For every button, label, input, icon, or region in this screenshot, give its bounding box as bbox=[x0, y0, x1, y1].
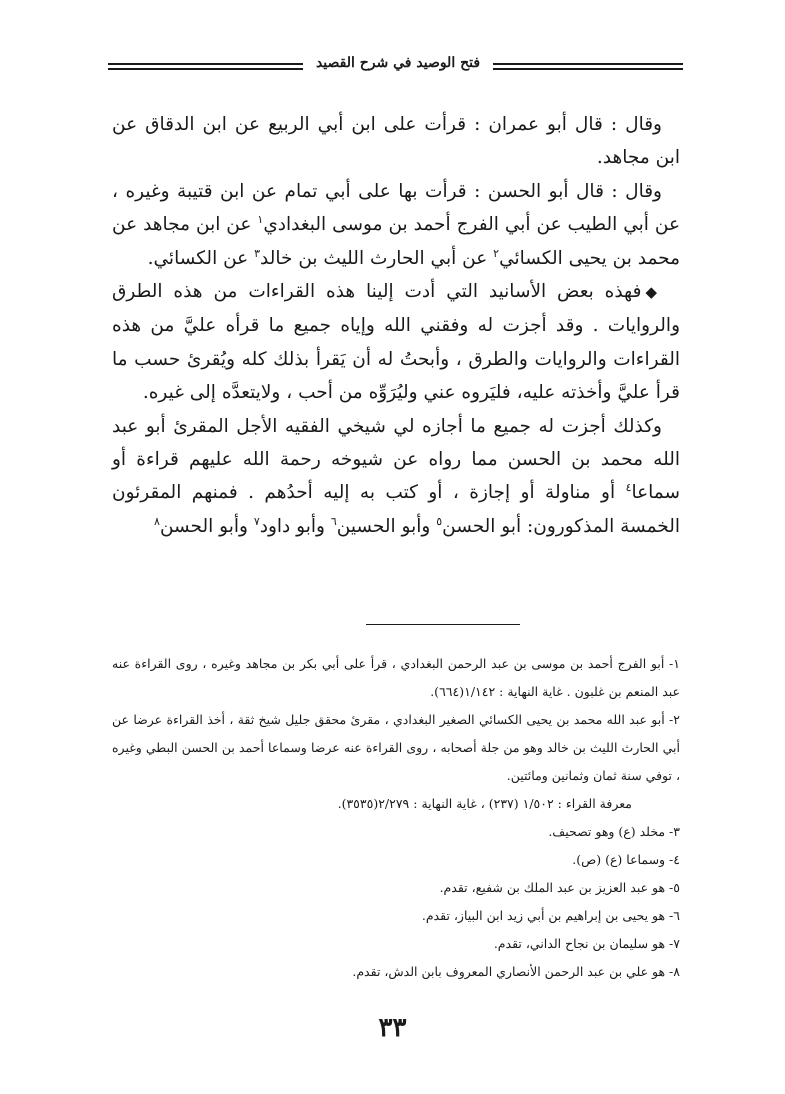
footnote-marker-5: ٥ bbox=[436, 514, 443, 528]
footnote-6: ٦- هو يحيى بن إبراهيم بن أبي زيد ابن البياز، تقدم. bbox=[421, 908, 680, 923]
footnote-3: ٣- مخلد (ع) وهو تصحيف. bbox=[548, 824, 680, 839]
main-text bbox=[112, 108, 680, 543]
footnote-8: ٨- هو علي بن عبد الرحمن الأنصاري المعروف بابن الدش، تقدم. bbox=[352, 964, 680, 979]
paragraph-4-part-c: وأبو الحسين bbox=[336, 515, 437, 537]
footnote-marker-8: ٨ bbox=[154, 514, 160, 528]
header-title: فتح الوصيد في شرح القصيد bbox=[315, 55, 481, 71]
footnote-2-reference: معرفة القراء : ١/٥٠٢ (٢٣٧) ، غاية النهاية : ٢/٢٧٩(٣٥٣٥). bbox=[337, 796, 632, 811]
paragraph-2-part-d: عن الكسائي. bbox=[147, 247, 255, 269]
header-rule-right bbox=[493, 63, 683, 70]
footnote-marker-3: ٣ bbox=[254, 246, 261, 260]
footnotes bbox=[112, 650, 680, 986]
paragraph-1: وقال : قال أبو عمران : قرأت على ابن أبي الربيع عن ابن الدقاق عن ابن مجاهد. bbox=[112, 114, 680, 169]
footnote-7: ٧- هو سليمان بن نجاح الداني، تقدم. bbox=[493, 936, 680, 951]
running-header bbox=[108, 52, 683, 82]
paragraph-3-text: فهذه بعض الأسانيد التي أدت إلينا هذه القراءات من هذه الطرق والروايات . وقد أجزت له وفقني الله وإياه جميع ما قرأه عليَّ من هذه القراءات والروايات والطرق ، وأبحتُ له أن يَقرأ بذلك كله ويُقرئ حسب ما قرأ عليَّ وأخذته عليه، فليَروه عني وليُرَوِّه من أحب ، ولايتعدَّه إلى غيره. bbox=[112, 281, 680, 404]
paragraph-3 bbox=[112, 275, 680, 410]
footnote-5: ٥- هو عبد العزيز بن عبد الملك بن شفيع، تقدم. bbox=[439, 880, 680, 895]
paragraph-2-part-a: وقال : قال أبو الحسن : قرأت بها على أبي تمام عن ابن قتيبة وغيره ، عن أبي الطيب عن أبي الفرج أحمد بن موسى البغدادي bbox=[112, 180, 680, 236]
footnote-divider bbox=[366, 624, 520, 625]
paragraph-4 bbox=[112, 410, 680, 544]
footnote-marker-2: ٢ bbox=[493, 246, 500, 260]
paragraph-2-part-b: عن ابن مجاهد عن محمد بن يحيى الكسائي bbox=[112, 214, 680, 269]
footnote-4: ٤- وسماعا (ع) (ص). bbox=[572, 852, 680, 867]
page-number: ٣٣ bbox=[378, 1013, 407, 1043]
diamond-icon: ◆ bbox=[645, 283, 662, 302]
paragraph-4-part-b: أو مناولة أو إجازة ، أو كتب به إليه أحدُهم . فمنهم المقرئون الخمسة المذكورون: أبو الحسن bbox=[112, 482, 680, 537]
footnote-marker-6: ٦ bbox=[330, 514, 337, 528]
footnote-marker-1: ١ bbox=[257, 213, 264, 227]
paragraph-4-part-d: وأبو داود bbox=[259, 515, 331, 537]
footnote-marker-4: ٤ bbox=[625, 481, 632, 495]
paragraph-2 bbox=[112, 175, 680, 275]
paragraph-4-part-e: وأبو الحسن bbox=[159, 515, 254, 537]
header-rule-left bbox=[108, 63, 303, 70]
paragraph-2-part-c: عن أبي الحارث الليث بن خالد bbox=[260, 247, 494, 269]
footnote-2: ٢- أبو عبد الله محمد بن يحيى الكسائي الصغير البغدادي ، مقرئ محقق جليل شيخ ثقة ، أخذ القراءة عرضا عن أبي الحارث الليث بن خالد وهو من جلة أصحابه ، روى القراءة عنه عرضا وسماعا أحمد بن الحسن البطي وغيره ، توفي سنة ثمان وثمانين ومائتين. bbox=[112, 712, 680, 783]
paragraph-4-part-a: وكذلك أجزت له جميع ما أجازه لي شيخي الفقيه الأجل المقرئ أبو عبد الله محمد بن الحسن مما رواه عن شيوخه رحمة الله عليهم قراءة أو سماعا bbox=[112, 415, 680, 504]
footnote-1: ١- أبو الفرج أحمد بن موسى بن عبد الرحمن البغدادي ، قرأ على أبي بكر بن مجاهد وغيره ، روى القراءة عنه عبد المنعم بن غلبون . غاية النهاية : ١/١٤٢(٦٦٤). bbox=[112, 656, 680, 699]
footnote-marker-7: ٧ bbox=[253, 514, 260, 528]
